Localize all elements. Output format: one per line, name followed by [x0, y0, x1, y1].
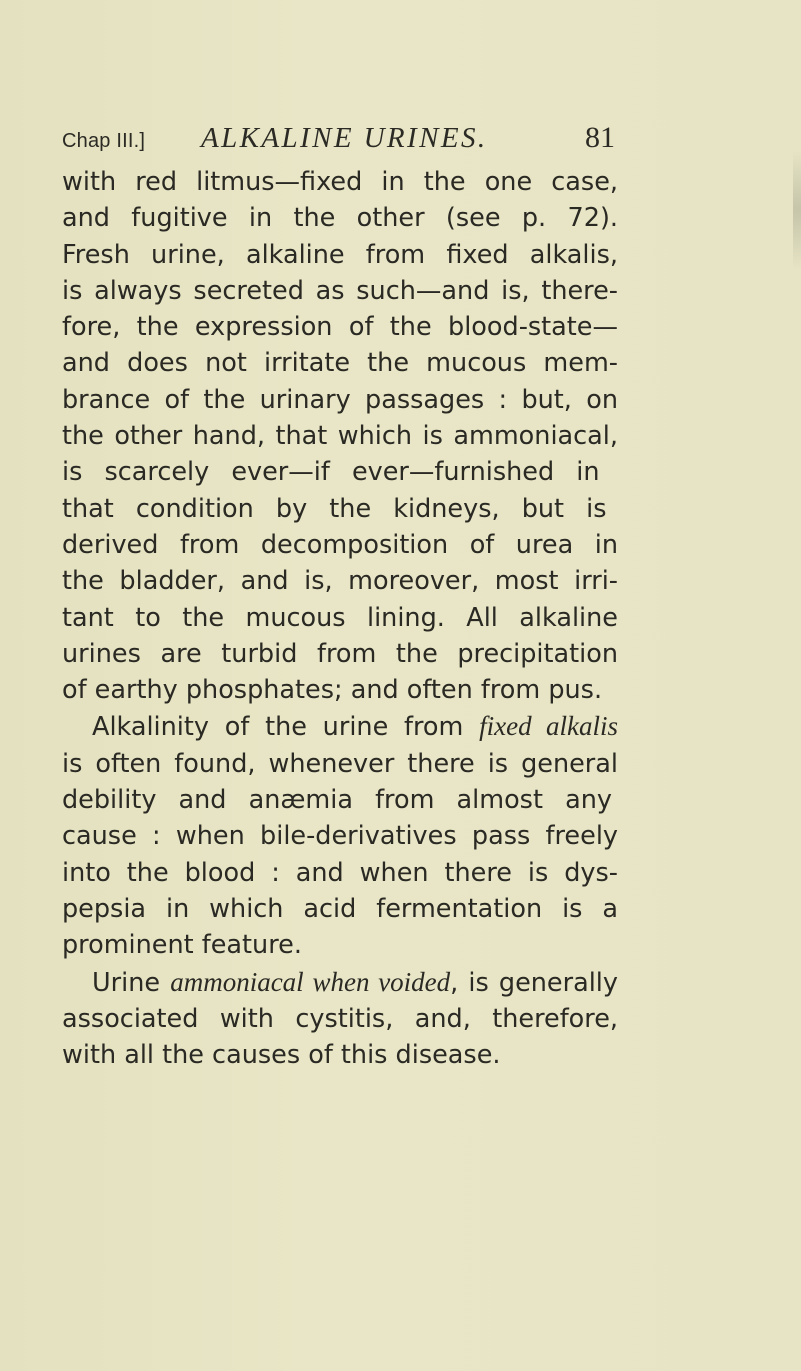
text-line	[62, 708, 618, 745]
emphasis-text: ammoniacal when voided	[170, 966, 451, 997]
text-line: prominent feature.	[62, 930, 302, 961]
text-line: derived from decomposition of urea in	[62, 529, 618, 560]
text-line: pepsia in which acid fermentation is a	[62, 893, 618, 924]
text-line: cause : when bile-derivatives pass freely	[62, 821, 618, 852]
body-text	[62, 164, 618, 1073]
page-number: 81	[585, 121, 615, 154]
text-lead: Alkalinity of the urine from	[92, 712, 480, 743]
paragraph-3	[62, 964, 618, 1074]
text-line: fore, the expression of the blood-state—	[62, 312, 618, 343]
running-title: ALKALINE URINES.	[201, 122, 488, 154]
text-line: with red litmus—fixed in the one case,	[62, 167, 618, 197]
text-trail: , is generally	[450, 967, 618, 998]
paragraph-1	[62, 164, 618, 708]
text-line: Fresh urine, alkaline from fixed alkalis,	[62, 239, 618, 270]
chapter-reference: Chap III.]	[62, 130, 146, 152]
text-line: brance of the urinary passages : but, on	[62, 384, 618, 415]
paragraph-2	[62, 708, 618, 963]
text-line: debility and anæmia from almost any	[62, 785, 612, 816]
text-line: of earthy phosphates; and often from pus.	[62, 675, 603, 706]
text-line: tant to the mucous lining. All alkaline	[62, 602, 618, 633]
text-line: that condition by the kidneys, but is	[62, 493, 607, 524]
text-line: and does not irritate the mucous mem-	[62, 348, 618, 379]
text-line: the other hand, that which is ammoniacal,	[62, 421, 618, 452]
text-line: with all the causes of this disease.	[62, 1040, 501, 1071]
text-line: is scarcely ever—if ever—furnished in	[62, 457, 600, 488]
text-lead: Urine	[92, 967, 171, 998]
text-line: urines are turbid from the precipitation	[62, 638, 618, 669]
text-line: into the blood : and when there is dys-	[62, 857, 618, 888]
text-line: is often found, whenever there is general	[62, 748, 618, 779]
text-line	[62, 964, 618, 1001]
text-line: the bladder, and is, moreover, most irri-	[62, 566, 618, 597]
emphasis-text: fixed alkalis	[479, 711, 619, 742]
text-line: and fugitive in the other (see p. 72).	[62, 203, 618, 234]
text-line: associated with cystitis, and, therefore,	[62, 1003, 618, 1034]
page-edge-shadow	[793, 150, 801, 270]
running-header	[62, 118, 642, 158]
text-line: is always secreted as such—and is, there-	[62, 275, 618, 306]
